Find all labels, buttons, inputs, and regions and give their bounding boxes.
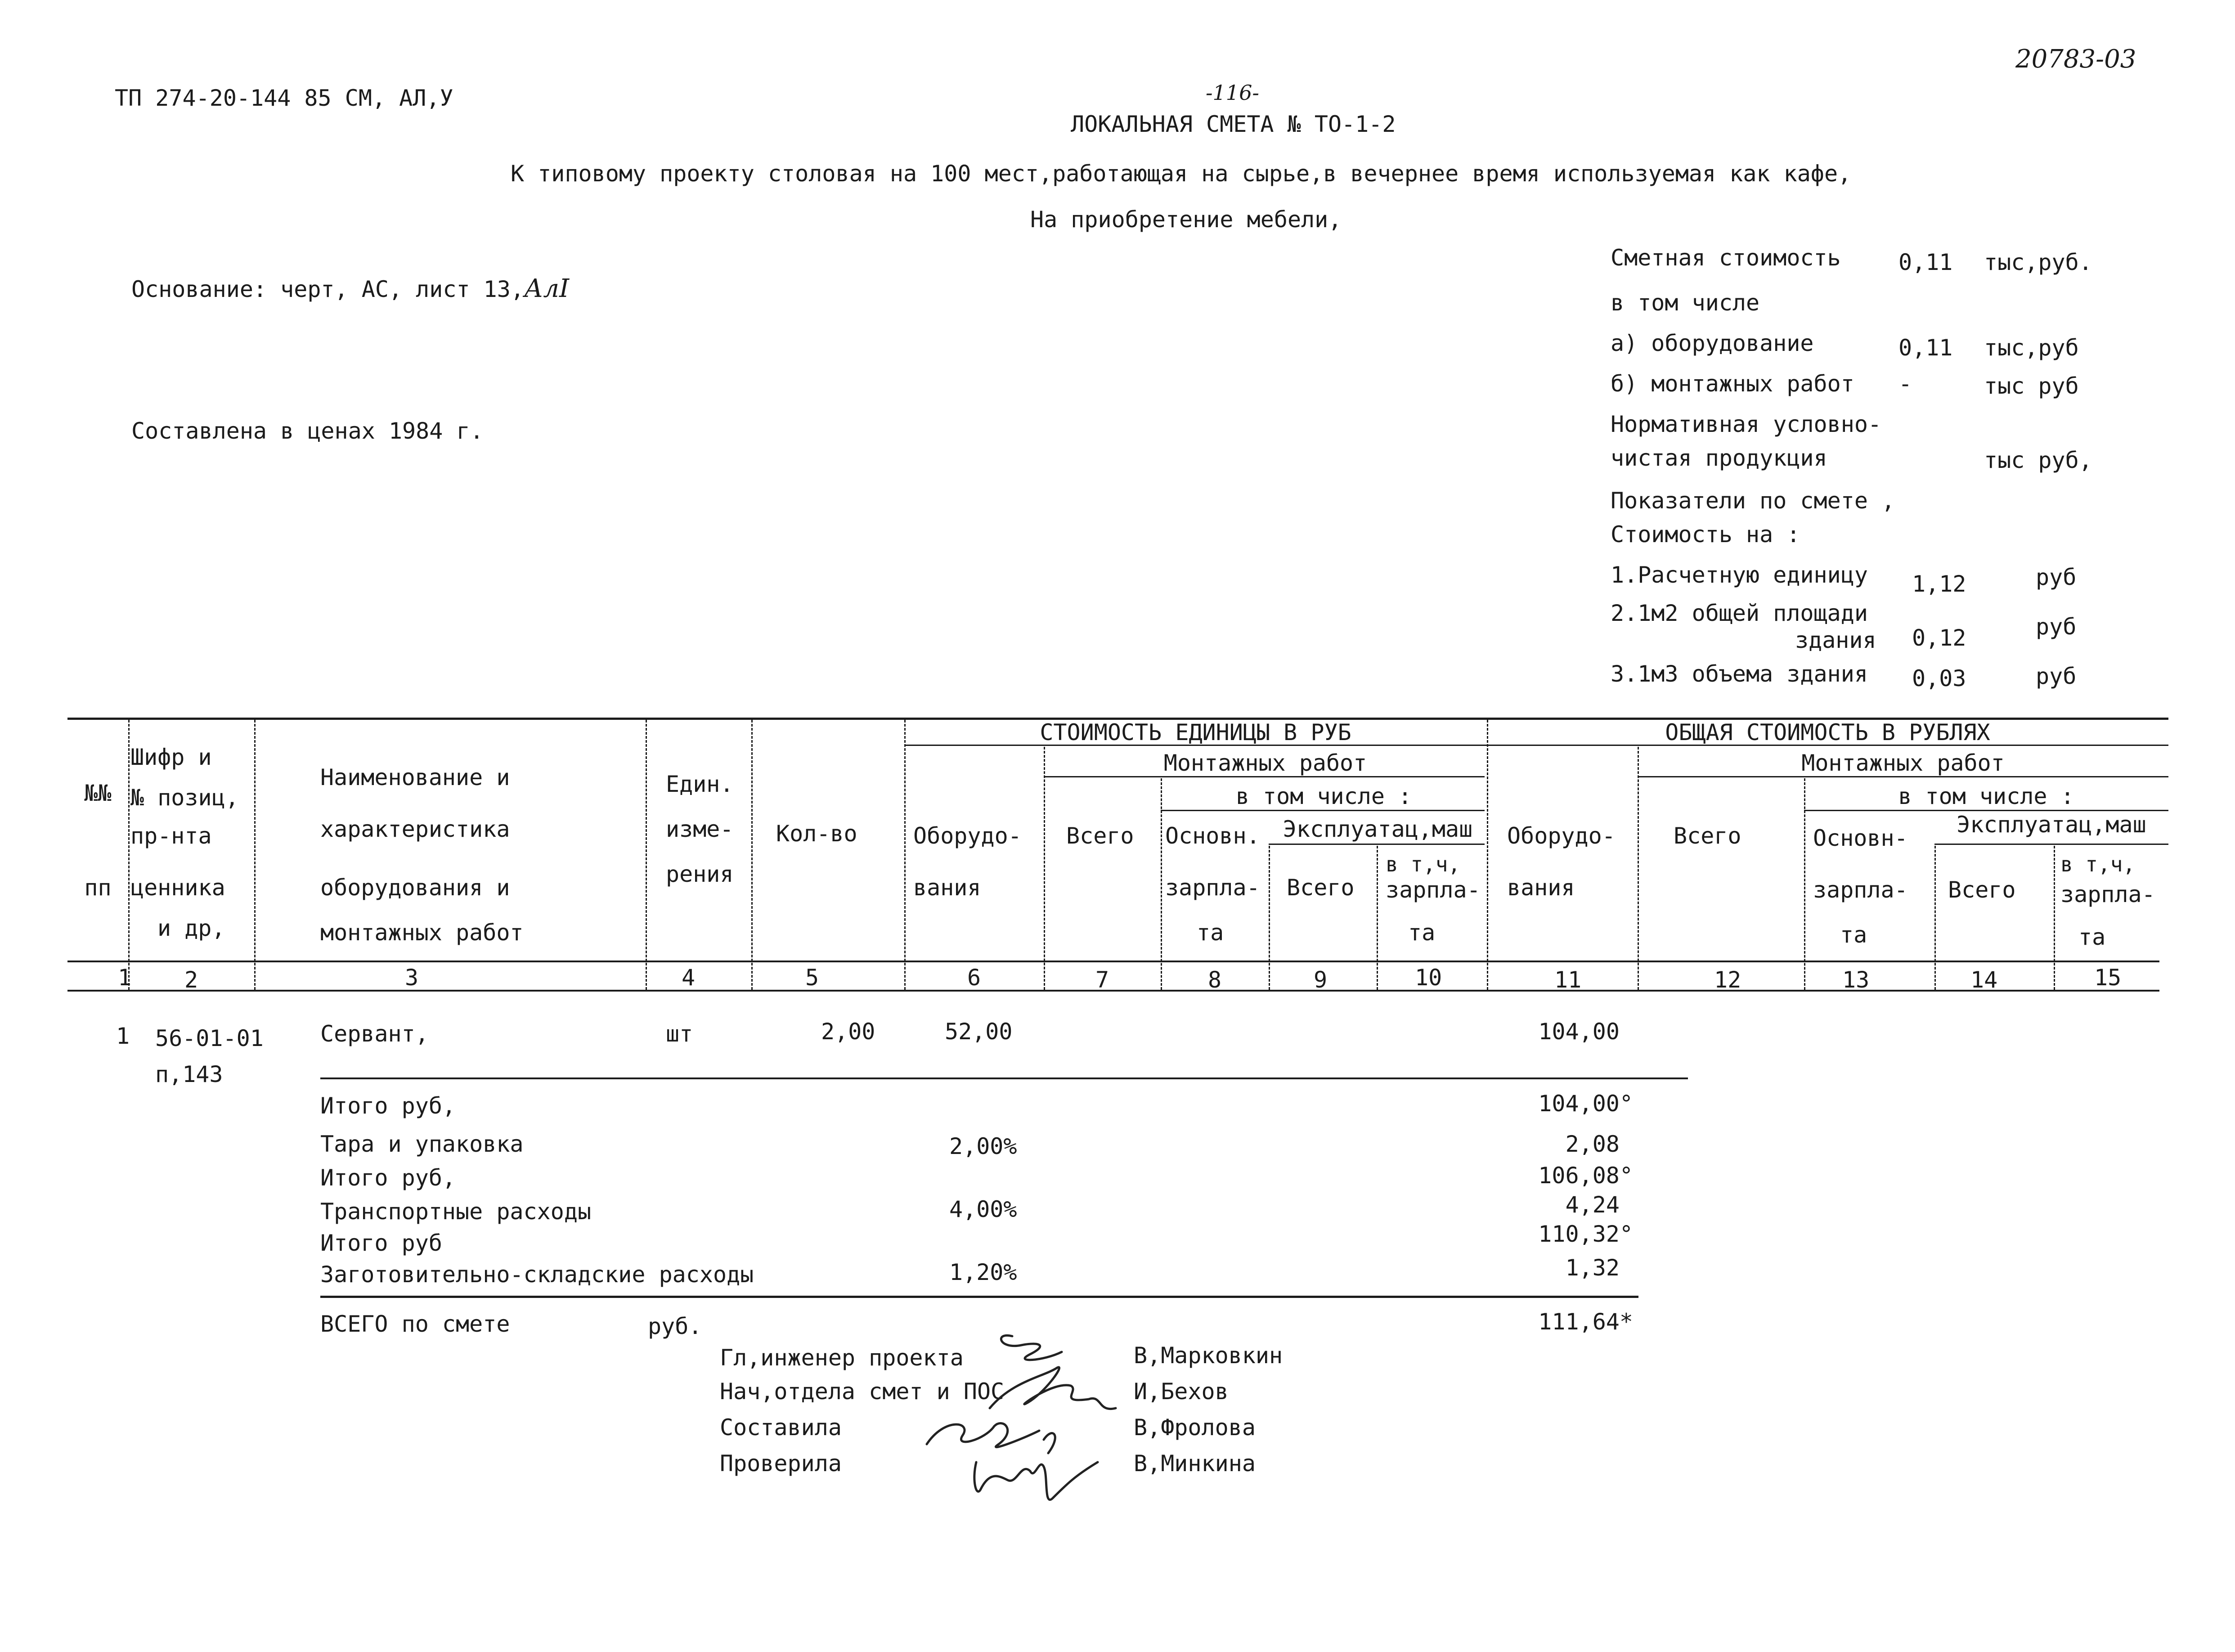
col-number: 3 (405, 965, 419, 991)
volume-cost-value: 0,03 (1912, 665, 1966, 691)
total-equip-header-2: вания (1507, 875, 1575, 901)
total-wage-header-3: та (1840, 922, 1867, 948)
indicators-label: Показатели по смете , (1611, 488, 1895, 514)
document-code: ТП 274-20-144 85 СМ, АЛ,У (115, 85, 453, 111)
basis-handwritten: АлI (524, 274, 570, 303)
signer-name: И,Бехов (1134, 1378, 1229, 1405)
col1-header-2: пп (84, 875, 112, 901)
col-number: 7 (1095, 967, 1109, 993)
row-code-2: п,143 (155, 1061, 223, 1087)
total-incl-line (1804, 810, 2168, 811)
summary-value: 2,08 (1565, 1131, 1620, 1157)
col-number: 13 (1842, 967, 1870, 993)
area-cost-label-1: 2.1м2 общей площади (1611, 600, 1868, 626)
col5-header: Кол-во (776, 821, 857, 847)
basis-text: Основание: черт, АС, лист 13, (131, 276, 524, 302)
total-mount-header: Монтажных работ (1801, 750, 2005, 776)
total-expl-header: Эксплуатац,маш (1957, 812, 2146, 838)
col3-header-4: монтажных работ (320, 920, 524, 946)
handwritten-signatures (909, 1327, 1134, 1516)
total-separator (320, 1296, 1638, 1298)
unit-cost-group-header: СТОИМОСТЬ ЕДИНИЦЫ В РУБ (1040, 719, 1351, 745)
summary-value: 4,24 (1565, 1192, 1620, 1218)
including-label: в том числе (1611, 290, 1760, 316)
total-wage-header-2: зарпла- (1813, 877, 1908, 903)
summary-label: Итого руб, (320, 1093, 456, 1119)
total-expl-line (1934, 844, 2168, 845)
row-equip-total-cost: 104,00 (1538, 1019, 1620, 1045)
col-divider (904, 720, 906, 990)
total-equip-header-1: Оборудо- (1507, 823, 1616, 849)
signer-name: В,Марковкин (1134, 1342, 1283, 1369)
col-number: 8 (1208, 967, 1222, 993)
estimated-cost-value: 0,11 (1898, 249, 1953, 275)
col-number: 2 (184, 967, 198, 993)
total-expl-wage-header-2: зарпла- (2060, 881, 2155, 907)
document-title: ЛОКАЛЬНАЯ СМЕТА № ТО-1-2 (1071, 111, 1396, 137)
unit-cost-label: 1.Расчетную единицу (1611, 562, 1868, 588)
unit-wage-header-1: Основн. (1165, 823, 1260, 849)
mounting-unit: тыс руб (1984, 373, 2079, 399)
signer-role: Гл,инженер проекта (720, 1345, 964, 1371)
col-divider (1377, 846, 1378, 990)
unit-expl-wage-header-2: зарпла- (1386, 877, 1481, 903)
col-divider (1487, 720, 1488, 990)
unit-incl-header: в том числе : (1235, 783, 1412, 809)
col-number: 1 (118, 965, 132, 991)
unit-expl-line (1269, 844, 1485, 845)
col-number: 10 (1415, 965, 1442, 991)
col-divider (1161, 778, 1162, 990)
normative-label-1: Нормативная условно- (1611, 411, 1882, 437)
col-divider (1804, 778, 1805, 990)
grand-total-unit: руб. (648, 1313, 702, 1339)
unit-equip-header-1: Оборудо- (913, 823, 1022, 849)
area-cost-label-2: здания (1795, 627, 1876, 653)
equipment-unit: тыс,руб (1984, 335, 2079, 361)
col-divider (751, 720, 753, 990)
total-expl-wage-header-3: та (2078, 924, 2106, 950)
unit-incl-line (1161, 810, 1485, 811)
volume-cost-label: 3.1м3 объема здания (1611, 661, 1868, 687)
unit-expl-wage-header-1: в т,ч, (1386, 852, 1461, 876)
unit-cost-value: 1,12 (1912, 571, 1966, 597)
mounting-value: - (1898, 371, 1912, 397)
estimated-cost-unit: тыс,руб. (1984, 249, 2092, 275)
col2-header-2: № позиц, (130, 785, 239, 811)
row-code-1: 56-01-01 (155, 1025, 264, 1051)
col4-header-2: изме- (666, 816, 734, 842)
unit-wage-header-3: та (1197, 920, 1224, 946)
document-purpose: На приобретение мебели, (1030, 206, 1342, 233)
header-bottom-line (67, 961, 2159, 962)
unit-wage-header-2: зарпла- (1165, 875, 1260, 901)
unit-expl-header: Эксплуатац,маш (1283, 816, 1473, 842)
col1-header-1: №№ (84, 780, 112, 806)
col4-header-1: Един. (666, 771, 734, 797)
signer-role: Составила (720, 1414, 842, 1441)
grand-total-label: ВСЕГО по смете (320, 1311, 510, 1337)
total-incl-header: в том числе : (1898, 783, 2074, 809)
col4-header-3: рения (666, 861, 734, 887)
summary-label: Транспортные расходы (320, 1199, 592, 1225)
mounting-label: б) монтажных работ (1611, 371, 1854, 397)
unit-mount-header: Монтажных работ (1163, 750, 1367, 776)
col-divider (2054, 846, 2055, 990)
summary-value: 106,08° (1538, 1163, 1633, 1189)
total-mount-total-header: Всего (1674, 823, 1741, 849)
col3-header-3: оборудования и (320, 875, 510, 901)
col-number: 12 (1714, 967, 1741, 993)
row-unit: шт (666, 1021, 693, 1047)
signer-role: Нач,отдела смет и ПОС (720, 1378, 1005, 1405)
unit-cost-unit: руб (2036, 564, 2077, 590)
grand-total-value: 111,64* (1538, 1309, 1633, 1335)
unit-equip-header-2: вания (913, 875, 981, 901)
row-quantity: 2,00 (821, 1019, 875, 1045)
col-divider (1044, 747, 1045, 990)
col-divider (1269, 846, 1270, 990)
summary-label: Итого руб, (320, 1165, 456, 1191)
col-number: 6 (967, 965, 981, 991)
summary-percent: 2,00% (949, 1133, 1017, 1159)
col2-header-5: и др, (157, 915, 225, 941)
total-wage-header-1: Основн- (1813, 825, 1908, 851)
total-cost-group-header: ОБЩАЯ СТОИМОСТЬ В РУБЛЯХ (1665, 719, 1990, 745)
document-subtitle: К типовому проекту столовая на 100 мест,работающая на сырье,в вечернее время используемая как кафе, (511, 161, 1852, 187)
area-cost-value: 0,12 (1912, 625, 1966, 651)
page-number: -116- (1206, 81, 1259, 105)
estimated-cost-label: Сметная стоимость (1611, 245, 1841, 271)
col-number: 15 (2094, 965, 2122, 991)
col-divider (1934, 846, 1936, 990)
prices-year: Составлена в ценах 1984 г. (131, 418, 484, 444)
cost-per-label: Стоимость на : (1611, 521, 1800, 548)
signer-name: В,Фролова (1134, 1414, 1256, 1441)
col-number: 4 (682, 965, 696, 991)
row-separator (320, 1077, 1688, 1079)
volume-cost-unit: руб (2036, 663, 2077, 689)
col3-header-1: Наименование и (320, 764, 510, 790)
col2-header-1: Шифр и (130, 744, 212, 770)
row-number: 1 (116, 1023, 130, 1049)
col2-header-4: ценника (130, 875, 225, 901)
col-number: 9 (1314, 967, 1328, 993)
unit-expl-total-header: Всего (1287, 875, 1355, 901)
col-divider (128, 720, 130, 990)
signer-name: В,Минкина (1134, 1450, 1256, 1477)
total-expl-total-header: Всего (1948, 877, 2016, 903)
unit-expl-wage-header-3: та (1408, 920, 1436, 946)
row-equip-unit-cost: 52,00 (945, 1019, 1013, 1045)
summary-value: 1,32 (1565, 1255, 1620, 1281)
summary-percent: 1,20% (949, 1259, 1017, 1285)
archive-number: 20783-03 (2015, 45, 2136, 74)
col-number: 14 (1970, 967, 1998, 993)
col-divider (254, 720, 256, 990)
col-number: 11 (1554, 967, 1582, 993)
col-divider (646, 720, 647, 990)
area-cost-unit: руб (2036, 614, 2077, 640)
total-expl-wage-header-1: в т,ч, (2060, 852, 2136, 876)
summary-label: Тара и упаковка (320, 1131, 524, 1157)
signer-role: Проверила (720, 1450, 842, 1477)
col-number: 5 (805, 965, 819, 991)
col2-header-3: пр-нта (130, 823, 212, 849)
unit-mount-total-header: Всего (1066, 823, 1134, 849)
summary-value: 110,32° (1538, 1221, 1633, 1247)
normative-unit: тыс руб, (1984, 447, 2092, 473)
col-divider (1638, 747, 1639, 990)
row-name: Сервант, (320, 1021, 429, 1047)
summary-value: 104,00° (1538, 1091, 1633, 1117)
equipment-label: а) оборудование (1611, 330, 1814, 356)
summary-label: Итого руб (320, 1230, 442, 1256)
normative-label-2: чистая продукция (1611, 445, 1827, 471)
summary-percent: 4,00% (949, 1196, 1017, 1222)
col3-header-2: характеристика (320, 816, 510, 842)
equipment-value: 0,11 (1898, 335, 1953, 361)
summary-label: Заготовительно-складские расходы (320, 1261, 754, 1288)
basis-line (131, 274, 569, 303)
